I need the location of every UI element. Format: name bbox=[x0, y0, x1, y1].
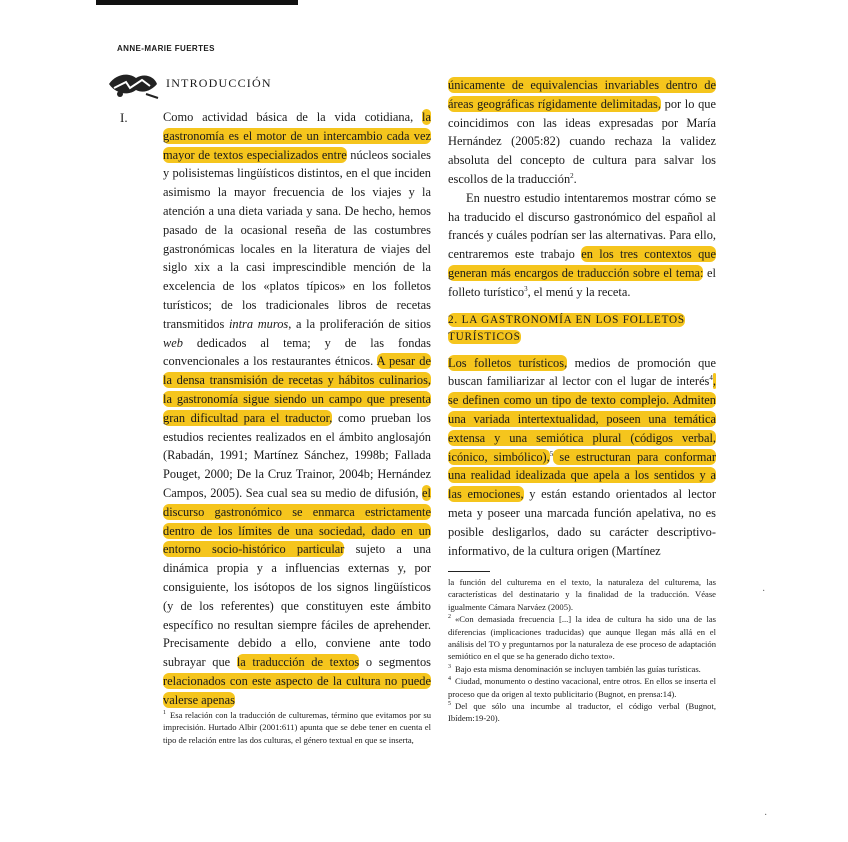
footnote bbox=[448, 613, 716, 663]
highlight: la gastronomía es el motor de un intercambio cada vez mayor de textos especializados entre bbox=[163, 110, 431, 162]
paragraph-aim bbox=[448, 189, 716, 302]
left-column bbox=[163, 108, 431, 710]
highlight: Los folletos turísticos, bbox=[448, 355, 568, 370]
section-title: INTRODUCCIÓN bbox=[166, 76, 272, 90]
footnote-ref: 4 bbox=[709, 374, 713, 383]
footnote bbox=[448, 675, 716, 700]
footnote-text: Esa relación con la traducción de culturemas, término que evitamos por su imprecisión. Hurtado Albir (2001:611) apunta que se debe tener en cuenta el tipo de relación entre las dos culturas, el género textual en que se inserta, bbox=[163, 710, 431, 745]
paragraph-continued: únicamente de equivalencias invariables dentro de áreas geográficas rígidamente delimitadas, por lo que coincidimos con las ideas expresadas por María Hernández (2005:82) cuando rechaza la validez absoluta del concepto de cultura para salvar los escollos de la traducción$^2$. bbox=[448, 78, 717, 186]
italic-term: intra muros bbox=[228, 316, 289, 331]
margin-mark: · bbox=[762, 586, 766, 597]
text-run: por lo que coincidimos con las ideas expresadas por María Hernández (2005:82) cuando rechaza la validez absoluta del concepto de cultura para salvar los escollos de la traducción bbox=[448, 96, 717, 186]
footnote-marker: 5 bbox=[448, 701, 451, 708]
highlight: A pesar de la densa transmisión de recetas y hábitos culinarios, la gastronomía sigue siendo un campo que presenta gran dificultad para el traductor, bbox=[163, 354, 431, 425]
section-number: I. bbox=[120, 110, 128, 125]
footnote-continued bbox=[448, 576, 716, 613]
text-run: medios de promoción que buscan familiarizar al lector con el lugar de interés bbox=[448, 355, 716, 389]
footnote-marker: 2 bbox=[448, 614, 451, 621]
footnote-text: Bajo esta misma denominación se incluyen también las guías turísticas. bbox=[455, 663, 701, 674]
text-run: (Martínez bbox=[608, 543, 661, 558]
footnotes-left bbox=[163, 709, 431, 746]
subsection-title bbox=[448, 312, 716, 346]
highlight: , se definen como un tipo de texto complejo. Admiten una variada intertextualidad, poseen una temática extensa y una semiótica plural (códigos verbal, icónico, simbólico), bbox=[448, 374, 716, 464]
footnote-marker: 1 bbox=[163, 710, 166, 717]
text-run: sujeto a una dinámica propia y a influencias externas y, por consiguiente, los isótopos de los signos lingüísticos (y de los referentes) que constituyen este ámbito específico no resultan siempre fáciles de aprehender. Precisamente debido a ello, conviene ante todo subrayar que bbox=[163, 542, 432, 670]
logo-icon bbox=[106, 70, 160, 100]
paragraph-folletos bbox=[448, 354, 716, 561]
text-run: el folleto turístico bbox=[448, 265, 716, 299]
footnote-text: la función del culturema en el texto, la naturaleza del culturema, las características del destinatario y la finalidad de la traducción. Véase igualmente Cámara Narváez (2005). bbox=[448, 577, 716, 612]
text-run: como prueban los estudios recientes realizados en el ámbito anglosajón (Rabadán, 1991; Martínez Sánchez, 1998b; Fallada Pouget, 2000; De la Cruz Trainor, 2004b; Hernández Campos, 2005). Sea cual sea su medio de difusión, bbox=[163, 410, 432, 500]
footnote-ref: 2 bbox=[570, 171, 574, 180]
footnote-ref: 5 bbox=[549, 449, 554, 458]
paragraph-intro bbox=[163, 108, 431, 710]
text-run: Como actividad básica de la vida cotidiana, bbox=[163, 110, 423, 124]
running-head: ANNE-MARIE FUERTES bbox=[117, 44, 215, 53]
footnote-text: Ciudad, monumento o destino vacacional, entre otros. En ellos se inserta el proceso que da origen al texto publicitario (Bugnot, en prensa:14). bbox=[448, 676, 716, 699]
subsection-title-text: 2. LA GASTRONOMÍA EN LOS FOLLETOS TURÍSTICOS bbox=[448, 313, 685, 343]
italic-term: web bbox=[163, 335, 183, 350]
margin-mark: · bbox=[764, 810, 768, 821]
footnote-ref: 3 bbox=[524, 284, 528, 293]
highlight: se estructuran para conformar una realidad idealizada que apela a los sentidos y a las emociones, bbox=[448, 449, 716, 502]
highlight: el discurso gastronómico se enmarca estrictamente dentro de los límites de una sociedad, dado en un entorno socio-histórico particular bbox=[163, 485, 431, 557]
highlight: en los tres contextos que generan más encargos de traducción sobre el tema: bbox=[448, 247, 716, 280]
highlight: relacionados con este aspecto de la cultura no puede valerse apenas bbox=[163, 673, 431, 707]
text-run: , a la proliferación de sitios bbox=[288, 316, 431, 331]
footnote bbox=[448, 663, 716, 675]
right-column bbox=[448, 76, 716, 560]
footnote bbox=[448, 700, 716, 725]
footnotes-right bbox=[448, 571, 716, 725]
footnote-marker: 3 bbox=[448, 663, 451, 670]
highlight: únicamente de equivalencias invariables dentro de áreas geográficas rígidamente delimitadas, bbox=[448, 78, 716, 111]
footnote-text: «Con demasiada frecuencia [...] la idea de cultura ha sido una de las diferencias (implicaciones traducidas) que aunque llegan más allá en el análisis del TO y preguntarnos por la naturaleza de ese proceso de adaptación semiótico en el que se ha generado dicho texto». bbox=[448, 614, 716, 662]
footnote-text: Del que sólo una incumbe al traductor, el código verbal (Bugnot, Ibídem:19-20). bbox=[448, 701, 716, 724]
text-run: o segmentos bbox=[359, 655, 431, 670]
highlight: la traducción de textos bbox=[236, 655, 360, 670]
text-run: y están estando orientados al lector meta y poseer una marcada función apelativa, no es posible desligarlos, dado su carácter descriptivo-informativo, de la cultura origen bbox=[448, 487, 716, 558]
text-run: En nuestro estudio intentaremos mostrar cómo se ha traducido el discurso gastronómico del español al francés y cuáles podrían ser las alternativas. Para ello, centraremos este trabajo bbox=[448, 190, 716, 262]
footnote-divider bbox=[448, 571, 490, 572]
text-run: dedicados al tema; y de las fondas convencionales a los restaurantes étnicos. bbox=[163, 335, 431, 369]
text-run: núcleos sociales y polisistemas lingüísticos distintos, en el que inciden asimismo la mayor frecuencia de los viajes y la atención a una dieta variada y sana. De hecho, hemos pasado de la ocasional reseña de las costumbres gastronómicas locales en la literatura de viajes del siglo xix a la casi imprescindible mención de la excelencia de los «platos típicos» en los folletos turísticos; de los tradicionales libros de recetas transmitidos bbox=[163, 147, 431, 331]
text-run: , el menú y la receta. bbox=[527, 284, 631, 299]
footnote bbox=[163, 709, 431, 746]
footnote-marker: 4 bbox=[448, 676, 451, 683]
top-edge-bar bbox=[96, 0, 298, 5]
